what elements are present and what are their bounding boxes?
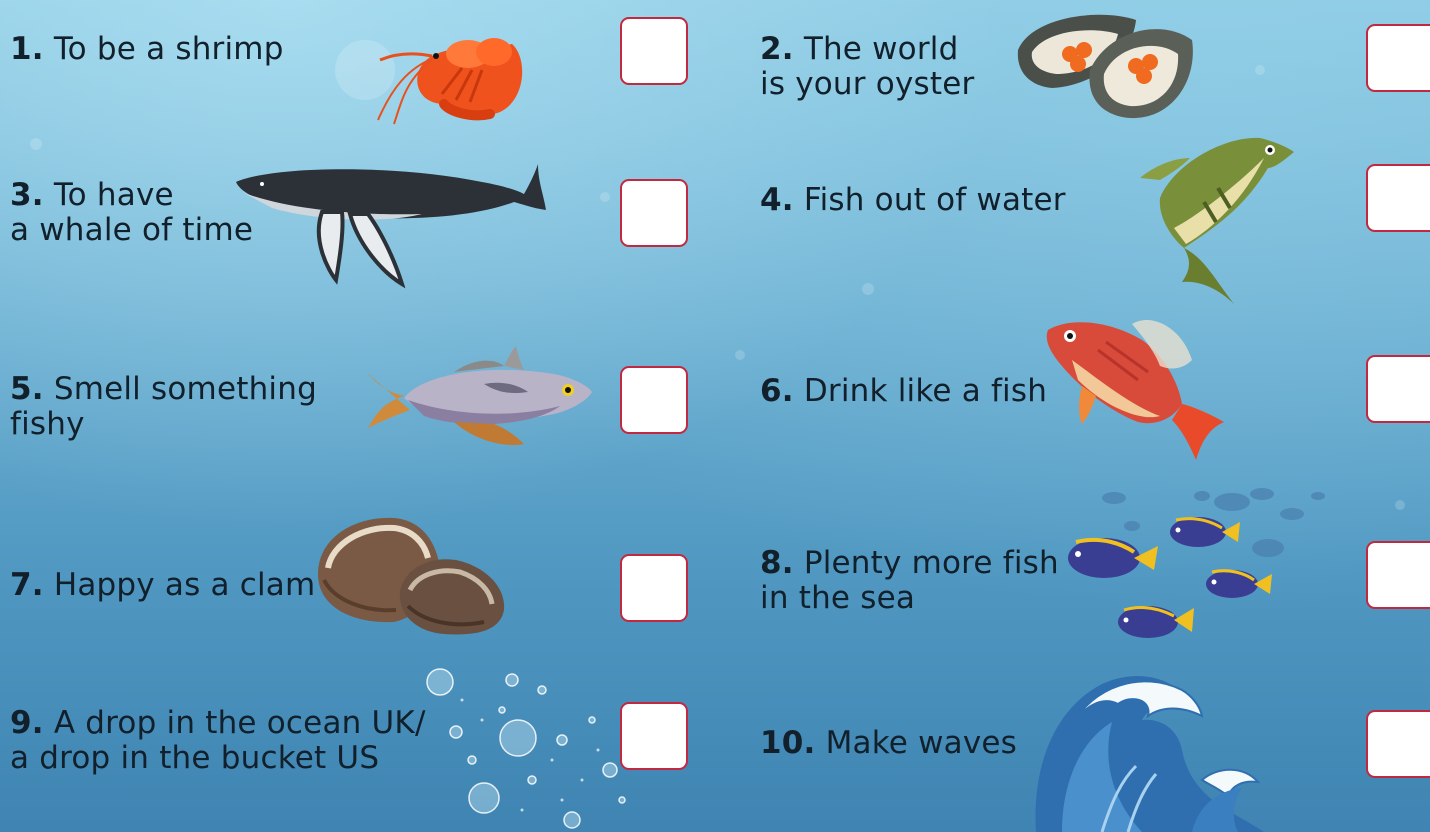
fish-icon	[364, 344, 594, 450]
answer-box-3[interactable]	[620, 179, 688, 247]
background-bubble	[1255, 65, 1265, 75]
oyster-icon	[1012, 10, 1202, 122]
answer-box-10[interactable]	[1366, 710, 1430, 778]
idiom-5: 5. Smell something fishy	[10, 371, 317, 442]
fish-school-icon	[1062, 486, 1330, 650]
background-bubble	[862, 283, 874, 295]
idiom-1: 1. To be a shrimp	[10, 31, 284, 67]
background-bubble	[1395, 500, 1405, 510]
idiom-6: 6. Drink like a fish	[760, 373, 1048, 409]
idiom-4: 4. Fish out of water	[760, 182, 1066, 218]
idiom-7: 7. Happy as a clam	[10, 567, 316, 603]
answer-box-4[interactable]	[1366, 164, 1430, 232]
answer-box-9[interactable]	[620, 702, 688, 770]
background-bubble	[30, 138, 42, 150]
idiom-3: 3. To have a whale of time	[10, 177, 254, 248]
idiom-2: 2. The world is your oyster	[760, 31, 975, 102]
idiom-8: 8. Plenty more fish in the sea	[760, 545, 1059, 616]
bubbles-icon	[422, 660, 652, 830]
bass-fish-icon	[1134, 128, 1300, 306]
answer-box-1[interactable]	[620, 17, 688, 85]
whale-icon	[232, 160, 548, 290]
answer-box-7[interactable]	[620, 554, 688, 622]
idiom-10: 10. Make waves	[760, 725, 1018, 761]
answer-box-2[interactable]	[1366, 24, 1430, 92]
shrimp-icon	[372, 8, 532, 126]
idiom-9: 9. A drop in the ocean UK/ a drop in the bucket US	[10, 705, 426, 776]
answer-box-6[interactable]	[1366, 355, 1430, 423]
answer-box-5[interactable]	[620, 366, 688, 434]
background-bubble	[735, 350, 745, 360]
red-fish-icon	[1042, 310, 1226, 466]
wave-icon	[1032, 670, 1268, 832]
clam-icon	[314, 514, 508, 636]
background-bubble	[600, 192, 610, 202]
answer-box-8[interactable]	[1366, 541, 1430, 609]
